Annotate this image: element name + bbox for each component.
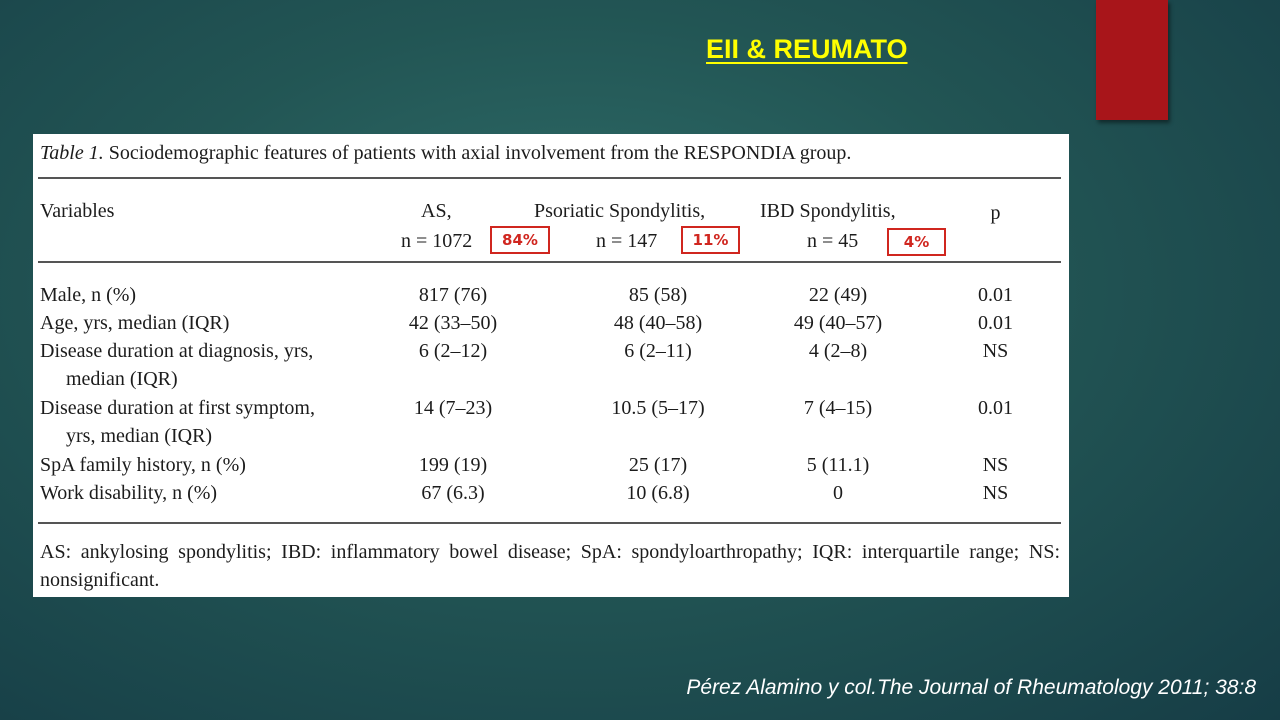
header-rule — [38, 261, 1061, 263]
top-rule — [38, 177, 1061, 179]
row-as-value: 14 (7–23) — [413, 397, 493, 419]
accent-bar — [1096, 0, 1168, 120]
row-ibd-value: 49 (40–57) — [793, 312, 883, 334]
row-ibd-value: 5 (11.1) — [806, 454, 870, 476]
row-variable: Disease duration at first symptom, — [40, 397, 315, 419]
row-ibd-value: 4 (2–8) — [808, 340, 868, 362]
header-variables: Variables — [40, 200, 115, 222]
header-ibd-n: n = 45 — [807, 230, 859, 252]
table-caption-text: Sociodemographic features of patients with axial involvement from the RESPONDIA group. — [108, 142, 852, 164]
table-caption-label: Table 1. — [40, 142, 104, 164]
annotation-as-pct: 84% — [490, 226, 550, 254]
row-variable: Age, yrs, median (IQR) — [40, 312, 230, 334]
row-ps-value: 10 (6.8) — [626, 482, 690, 504]
row-p-value: 0.01 — [978, 284, 1013, 306]
row-ps-value: 85 (58) — [628, 284, 688, 306]
row-variable-continued: yrs, median (IQR) — [66, 425, 213, 447]
row-p-value: 0.01 — [978, 312, 1013, 334]
annotation-ps-pct: 11% — [681, 226, 740, 254]
row-ps-value: 48 (40–58) — [613, 312, 703, 334]
row-variable: Male, n (%) — [40, 284, 137, 306]
row-variable: SpA family history, n (%) — [40, 454, 246, 476]
row-as-value: 199 (19) — [418, 454, 488, 476]
row-p-value: 0.01 — [978, 397, 1013, 419]
table-footnote: AS: ankylosing spondylitis; IBD: inflammatory bowel disease; SpA: spondyloarthropathy; IQR: interquartile range; NS: nonsignificant. — [40, 541, 1060, 591]
row-variable: Work disability, n (%) — [40, 482, 218, 504]
slide-title: EII & REUMATO — [706, 34, 908, 64]
bottom-rule — [38, 522, 1061, 524]
table-caption — [40, 142, 851, 165]
header-ibd: IBD Spondylitis, — [760, 200, 896, 222]
header-p: p — [990, 202, 1001, 224]
row-as-value: 67 (6.3) — [421, 482, 485, 504]
row-as-value: 6 (2–12) — [418, 340, 488, 362]
row-ibd-value: 0 — [833, 482, 843, 504]
citation: Pérez Alamino y col.The Journal of Rheumatology 2011; 38:8 — [686, 676, 1256, 699]
row-ps-value: 25 (17) — [628, 454, 688, 476]
row-ps-value: 6 (2–11) — [624, 340, 692, 362]
row-p-value: NS — [982, 482, 1009, 504]
row-variable: Disease duration at diagnosis, yrs, — [40, 340, 314, 362]
row-ibd-value: 7 (4–15) — [803, 397, 873, 419]
row-as-value: 817 (76) — [418, 284, 488, 306]
header-as-n: n = 1072 — [401, 230, 473, 252]
row-ibd-value: 22 (49) — [808, 284, 868, 306]
row-variable-continued: median (IQR) — [66, 368, 178, 390]
header-psoriatic: Psoriatic Spondylitis, — [534, 200, 706, 222]
row-p-value: NS — [982, 340, 1009, 362]
table-image — [33, 134, 1069, 597]
annotation-ibd-pct: 4% — [887, 228, 946, 256]
header-as: AS, — [421, 200, 452, 222]
row-ps-value: 10.5 (5–17) — [611, 397, 705, 419]
row-p-value: NS — [982, 454, 1009, 476]
row-as-value: 42 (33–50) — [408, 312, 498, 334]
header-psoriatic-n: n = 147 — [596, 230, 658, 252]
